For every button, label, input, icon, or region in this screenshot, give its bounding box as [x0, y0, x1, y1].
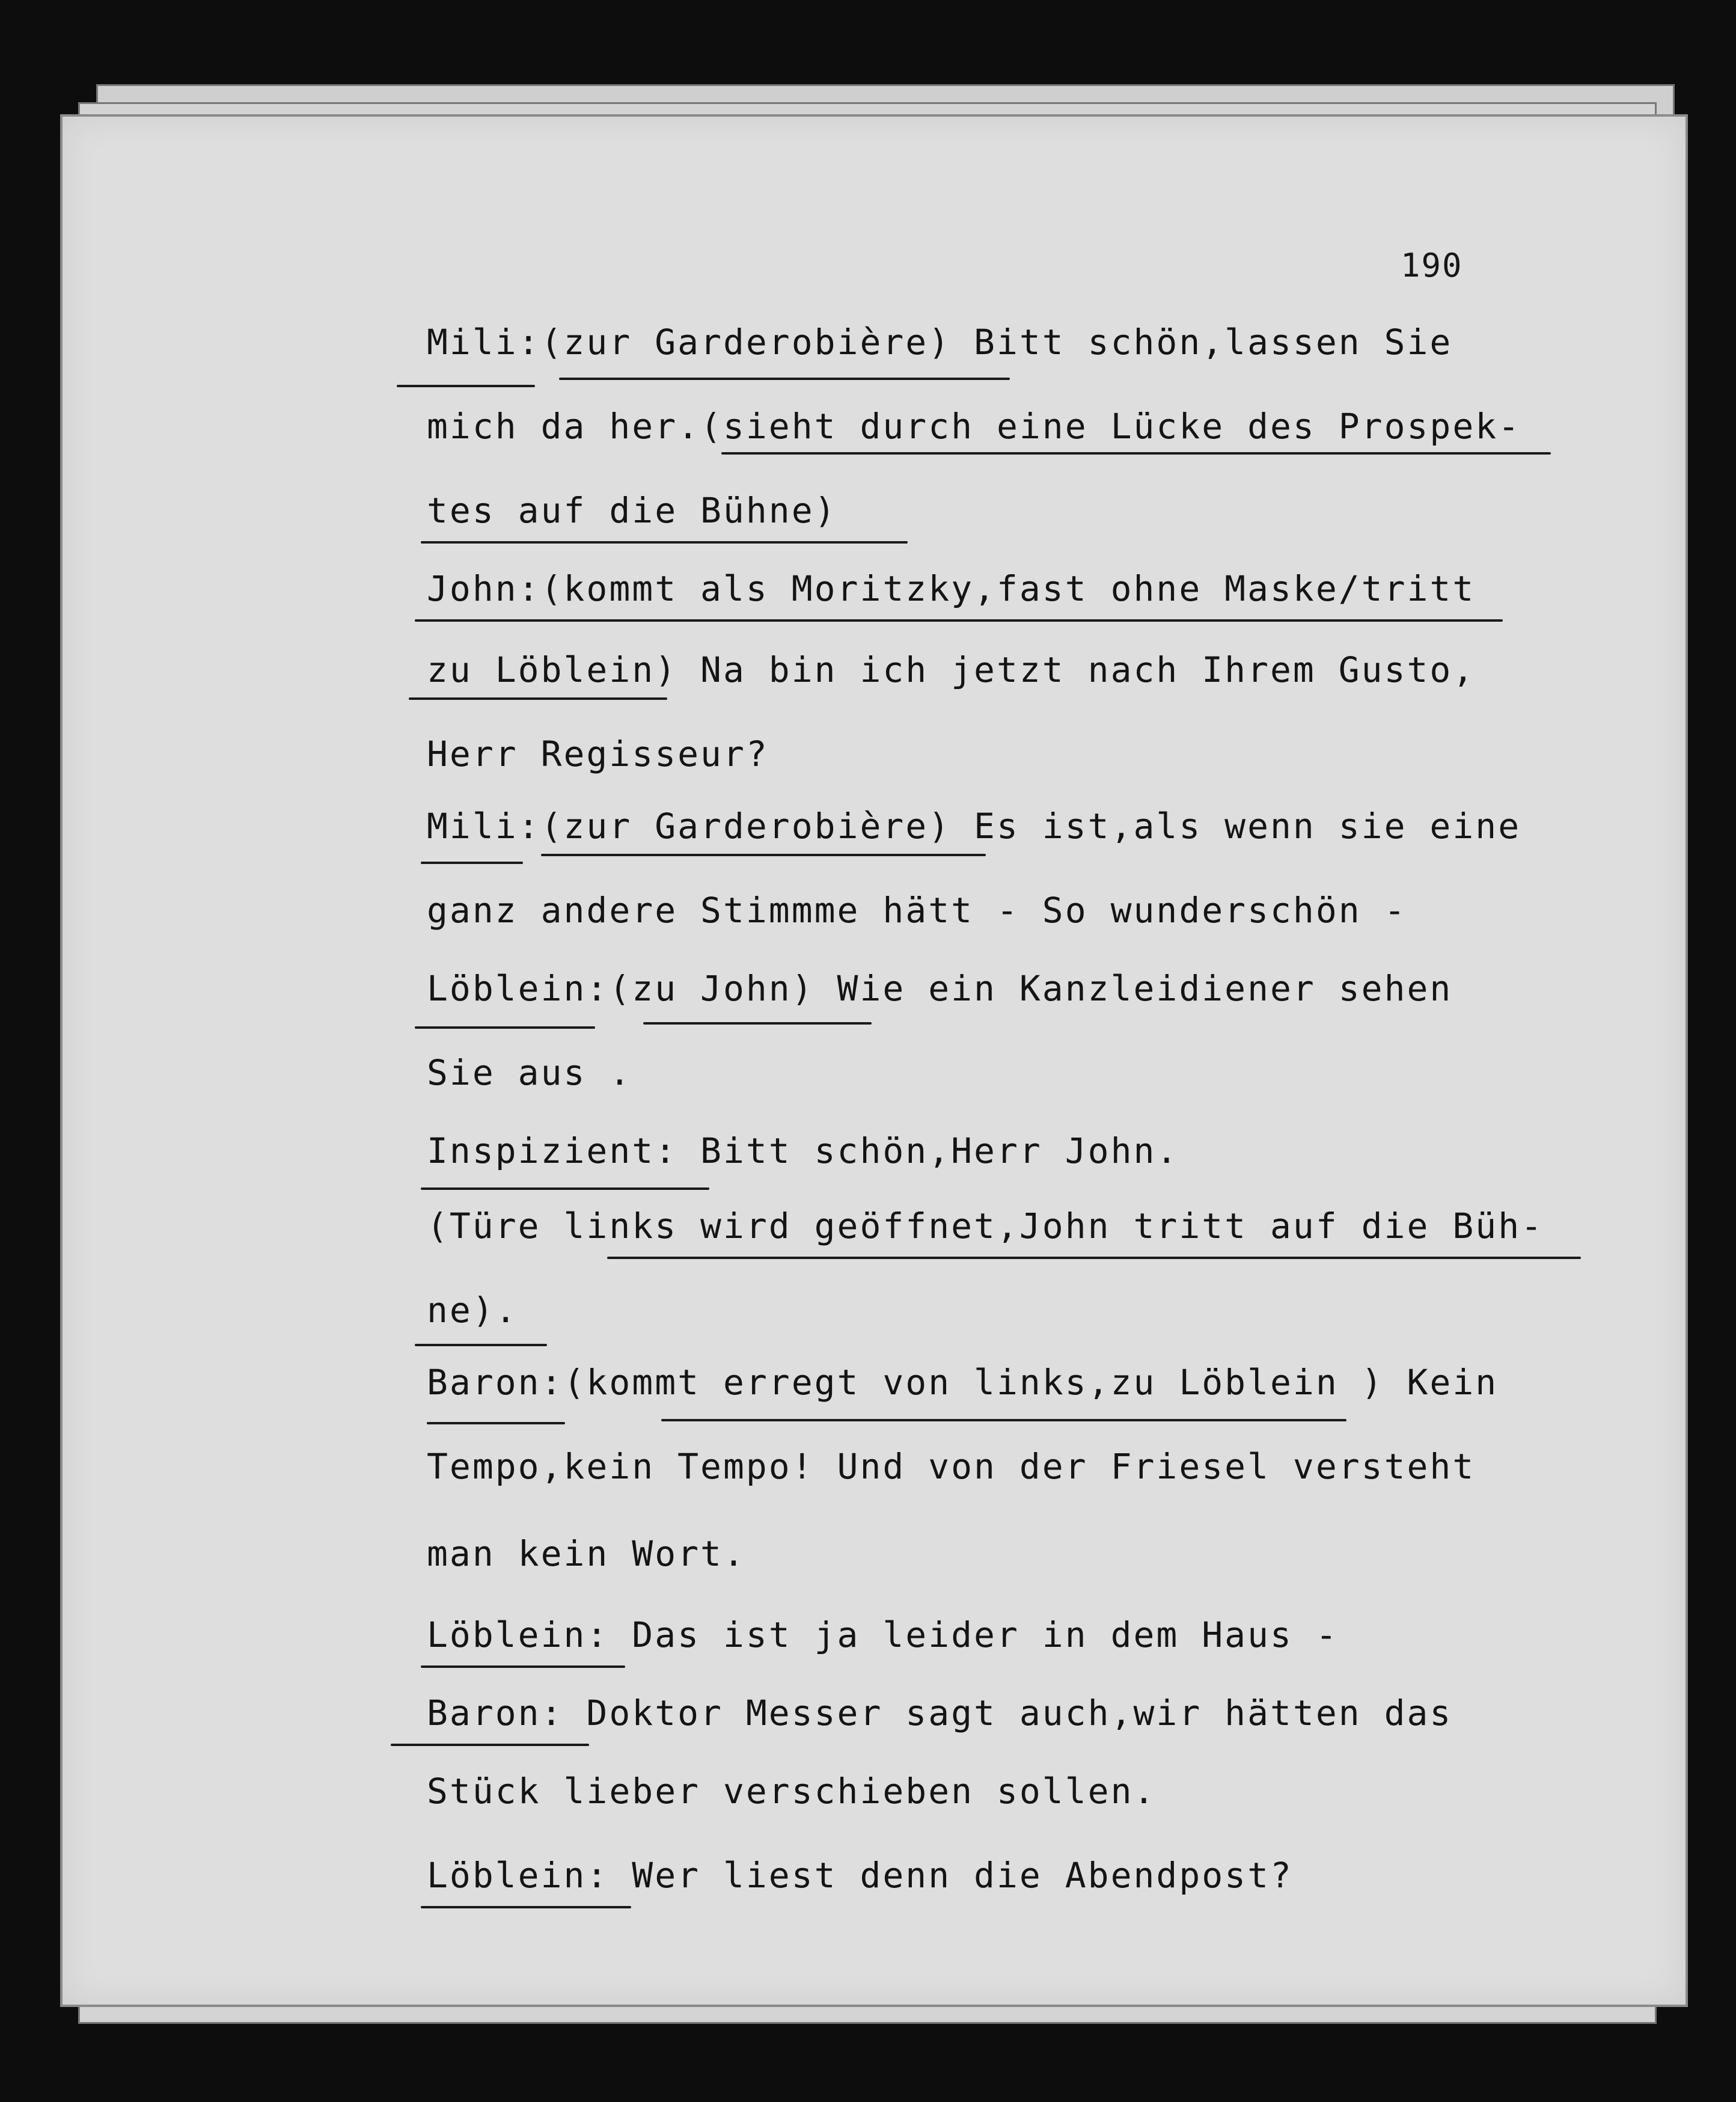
- text-line: Baron:(kommt erregt von links,zu Löblein ) Kein: [427, 1362, 1499, 1403]
- underline: [421, 1187, 709, 1190]
- underline: [415, 619, 1503, 622]
- text-line: (Türe links wird geöffnet,John tritt auf die Büh-: [427, 1206, 1544, 1246]
- page-number: 190: [1401, 247, 1463, 284]
- underline: [409, 697, 667, 700]
- text-line: Mili:(zur Garderobière) Bitt schön,lassen Sie: [427, 322, 1453, 363]
- underline: [415, 1344, 547, 1346]
- text-line: tes auf die Bühne): [427, 490, 837, 531]
- underline: [559, 378, 1010, 380]
- text-line: Löblein:(zu John) Wie ein Kanzleidiener sehen: [427, 968, 1453, 1009]
- text-line: Tempo,kein Tempo! Und von der Friesel versteht: [427, 1446, 1476, 1487]
- underline: [421, 862, 523, 864]
- underline: [421, 541, 908, 544]
- text-line: man kein Wort.: [427, 1533, 746, 1574]
- underline: [421, 1906, 631, 1908]
- text-line: Sie aus .: [427, 1052, 632, 1093]
- text-line: Inspizient: Bitt schön,Herr John.: [427, 1130, 1179, 1171]
- text-line: mich da her.(sieht durch eine Lücke des Prospek-: [427, 406, 1521, 447]
- underline: [391, 1744, 589, 1746]
- text-line: Mili:(zur Garderobière) Es ist,als wenn sie eine: [427, 806, 1521, 847]
- text-line: John:(kommt als Moritzky,fast ohne Maske/tritt: [427, 568, 1476, 609]
- underline: [427, 1422, 565, 1424]
- underline: [607, 1257, 1581, 1259]
- text-line: Herr Regisseur?: [427, 734, 769, 774]
- text-line: zu Löblein) Na bin ich jetzt nach Ihrem Gusto,: [427, 649, 1476, 690]
- underline: [541, 854, 986, 856]
- underline: [643, 1022, 872, 1025]
- text-line: Stück lieber verschieben sollen.: [427, 1771, 1157, 1812]
- text-line: ne).: [427, 1290, 518, 1331]
- text-line: Baron: Doktor Messer sagt auch,wir hätten das: [427, 1693, 1453, 1733]
- underline: [421, 1665, 625, 1668]
- underline: [661, 1419, 1346, 1421]
- text-line: ganz andere Stimmme hätt - So wunderschön -: [427, 890, 1407, 931]
- text-line: Löblein: Das ist ja leider in dem Haus -: [427, 1614, 1339, 1655]
- underline: [721, 452, 1551, 455]
- text-line: Löblein: Wer liest denn die Abendpost?: [427, 1855, 1293, 1896]
- underline: [397, 385, 535, 387]
- underline: [415, 1026, 595, 1029]
